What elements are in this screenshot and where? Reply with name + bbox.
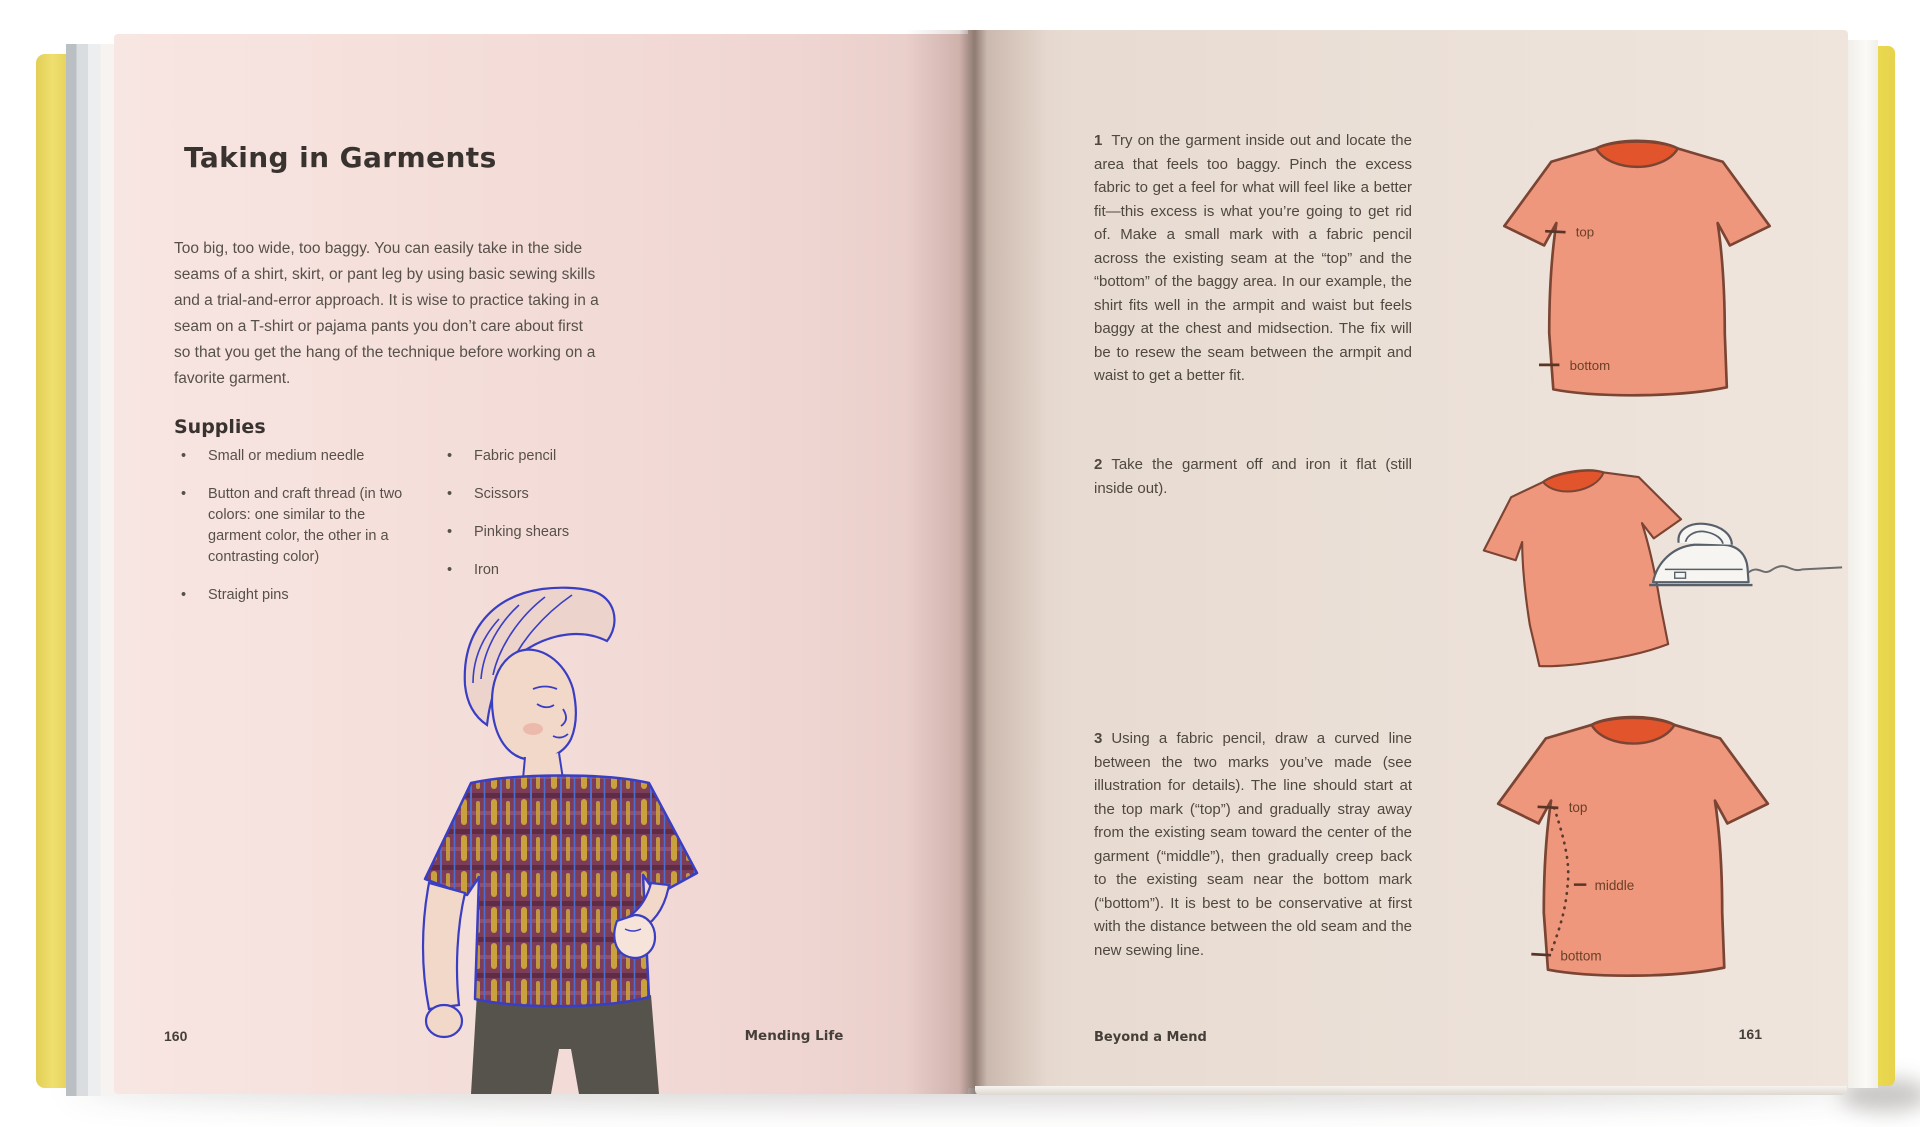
seam-mark-top bbox=[1538, 807, 1559, 808]
running-title-left: Mending Life bbox=[744, 1028, 844, 1044]
book-cover-left-edge bbox=[36, 54, 66, 1088]
step-text: Try on the garment inside out and locate the area that feels too baggy. Pinch the excess fabric to get a feel for what will feel like a better fit—this excess is what you’re going to get rid of. Make a small mark with a fabric pencil across the existing seam at the “top” and the “bottom” of the baggy area. In our example, the shirt fits well in the armpit and waist but feels baggy at the chest and midsection. The fix will be to resew the seam between the armpit and waist to get a better fit. bbox=[1094, 132, 1412, 384]
running-title-right: Beyond a Mend bbox=[1094, 1030, 1207, 1045]
label-bottom: bottom bbox=[1569, 357, 1611, 373]
step-text: Using a fabric pencil, draw a curved line between the two marks you’ve made (see illustration for details). The line should start at the top mark (“top”) and gradually stray away from the existing seam toward the center of the garment (“middle”), then gradually creep back to the existing seam near the bottom mark (“bottom”). It is best to be conservative at first with the distance between the old seam and the new sewing line. bbox=[1094, 730, 1412, 959]
right-page bbox=[968, 30, 1848, 1088]
step-2 bbox=[1094, 453, 1412, 500]
supplies-heading: Supplies bbox=[174, 415, 266, 438]
label-middle: middle bbox=[1594, 877, 1635, 893]
tshirt-figure-marked bbox=[1480, 124, 1794, 420]
step-number: 1 bbox=[1094, 132, 1103, 149]
hand bbox=[614, 915, 655, 958]
book-cover-right-edge bbox=[1878, 46, 1895, 1086]
page-number-left: 160 bbox=[164, 1028, 188, 1044]
intro-paragraph: Too big, too wide, too baggy. You can easily take in the side seams of a shirt, skirt, or pant leg by using basic sewing skills and a trial-and-error approach. It is wise to practice taking in a seam on a T-shirt or pajama pants you don’t care about first so that you get the hang of the technique before working on a favorite garment. bbox=[174, 239, 599, 387]
label-top: top bbox=[1568, 800, 1588, 816]
step-number: 3 bbox=[1094, 730, 1103, 747]
supply-item: • Scissors bbox=[440, 484, 640, 505]
label-top: top bbox=[1575, 224, 1595, 240]
supply-item: • Pinking shears bbox=[440, 522, 640, 543]
supply-item: • Straight pins bbox=[174, 585, 414, 606]
label-bottom: bottom bbox=[1560, 948, 1602, 964]
face bbox=[492, 650, 576, 760]
supply-item: • Small or medium needle bbox=[174, 446, 414, 467]
page-block-edges-bottom bbox=[975, 1086, 1847, 1095]
page-number-right: 161 bbox=[1738, 1026, 1762, 1042]
step-1 bbox=[1094, 129, 1412, 388]
step-number: 2 bbox=[1094, 456, 1103, 473]
tshirt-ironing-figure bbox=[1464, 444, 1848, 676]
iron-illustration bbox=[1649, 524, 1842, 585]
supply-item: • Fabric pencil bbox=[440, 446, 640, 467]
chapter-title: Taking in Garments bbox=[184, 140, 497, 174]
step-text: Take the garment off and iron it flat (still inside out). bbox=[1094, 456, 1412, 497]
seam-mark-bottom bbox=[1531, 954, 1551, 955]
step-3 bbox=[1094, 727, 1412, 962]
supply-item: • Button and craft thread (in two colors: one similar to the garment color, the other in a contrasting color) bbox=[174, 484, 414, 568]
left-page bbox=[114, 34, 968, 1094]
person-illustration bbox=[367, 577, 782, 1094]
iron-cord bbox=[1749, 566, 1843, 572]
seam-mark-top bbox=[1545, 231, 1565, 232]
pants bbox=[471, 993, 659, 1094]
left-arm bbox=[423, 883, 465, 1009]
page-block-edges-left bbox=[66, 44, 114, 1096]
tshirt-curved-line-figure bbox=[1476, 700, 1790, 1006]
page-block-edges-right bbox=[1848, 40, 1878, 1088]
supply-item: • Iron bbox=[440, 560, 640, 581]
